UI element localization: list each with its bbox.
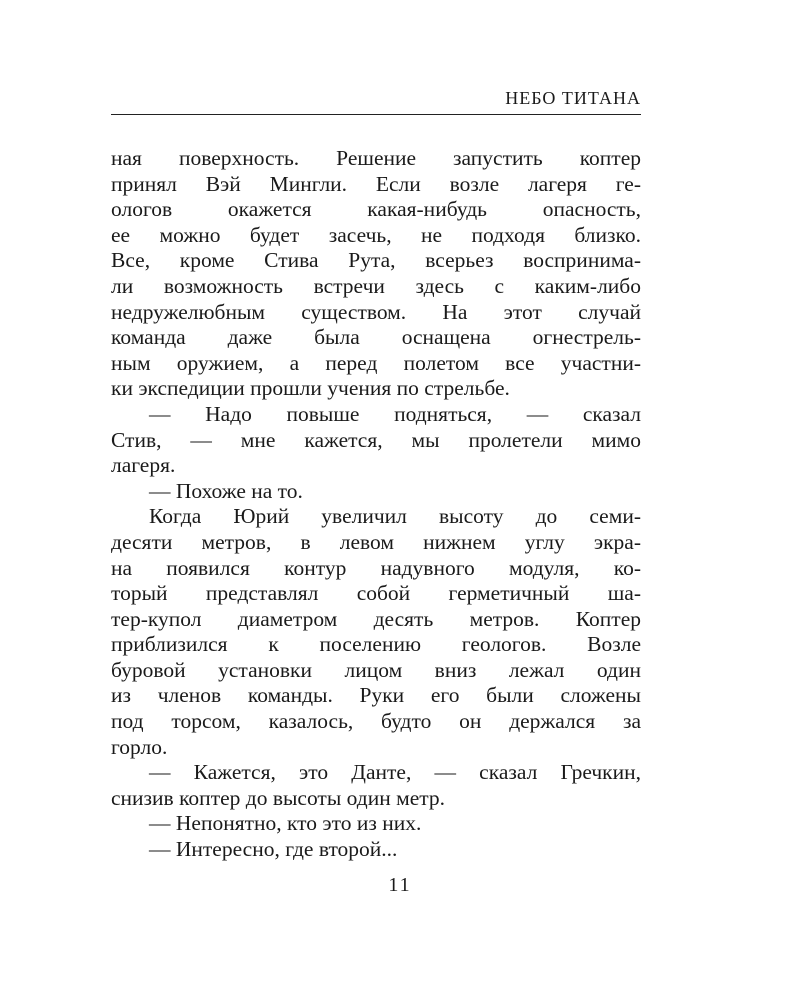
text-line: недружелюбным существом. На этот случай	[111, 299, 641, 324]
paragraph	[111, 146, 641, 402]
text-line: под торсом, казалось, будто он держался за	[111, 709, 641, 734]
text-line: — Интересно, где второй...	[149, 837, 398, 862]
paragraph	[111, 837, 641, 863]
text-line: ки экспедиции прошли учения по стрельбе.	[111, 376, 510, 401]
text-line: буровой установки лицом вниз лежал один	[111, 657, 641, 682]
text-line: приблизился к поселению геологов. Возле	[111, 632, 641, 657]
text-line: — Надо повыше подняться, — сказал	[149, 401, 641, 426]
text-line: Все, кроме Стива Рута, всерьез воспринима-	[111, 248, 641, 273]
text-line: горло.	[111, 734, 168, 759]
text-line: тер-купол диаметром десять метров. Коптер	[111, 606, 641, 631]
text-line: принял Вэй Мингли. Если возле лагеря ге-	[111, 171, 641, 196]
text-line: Стив, — мне кажется, мы пролетели мимо	[111, 427, 641, 452]
paragraph	[111, 402, 641, 479]
text-line: — Похоже на то.	[149, 478, 303, 503]
text-line: ная поверхность. Решение запустить коптер	[111, 146, 641, 170]
text-line: десяти метров, в левом нижнем углу экра-	[111, 529, 641, 554]
text-line: торый представлял собой герметичный ша-	[111, 581, 641, 606]
running-head	[111, 86, 641, 115]
paragraph	[111, 479, 641, 505]
text-line: — Кажется, это Данте, — сказал Гречкин,	[149, 760, 641, 785]
text-line: из членов команды. Руки его были сложены	[111, 683, 641, 708]
paragraph	[111, 504, 641, 760]
paragraph	[111, 811, 641, 837]
text-line: команда даже была оснащена огнестрель-	[111, 325, 641, 350]
text-line: ным оружием, а перед полетом все участни-	[111, 350, 641, 375]
text-line: — Непонятно, кто это из них.	[149, 811, 422, 836]
body-text	[111, 146, 641, 863]
running-title: НЕБО ТИТАНА	[505, 88, 641, 108]
text-line: ее можно будет засечь, не подходя близко.	[111, 222, 641, 247]
text-line: лагеря.	[111, 453, 176, 478]
text-line: ли возможность встречи здесь с каким-либо	[111, 273, 641, 298]
paragraph	[111, 760, 641, 811]
text-line: ологов окажется какая-нибудь опасность,	[111, 197, 641, 222]
text-line: Когда Юрий увеличил высоту до семи-	[149, 504, 641, 529]
text-line: на появился контур надувного модуля, ко-	[111, 555, 641, 580]
page-number: 11	[388, 874, 412, 896]
text-line: снизив коптер до высоты один метр.	[111, 785, 446, 810]
